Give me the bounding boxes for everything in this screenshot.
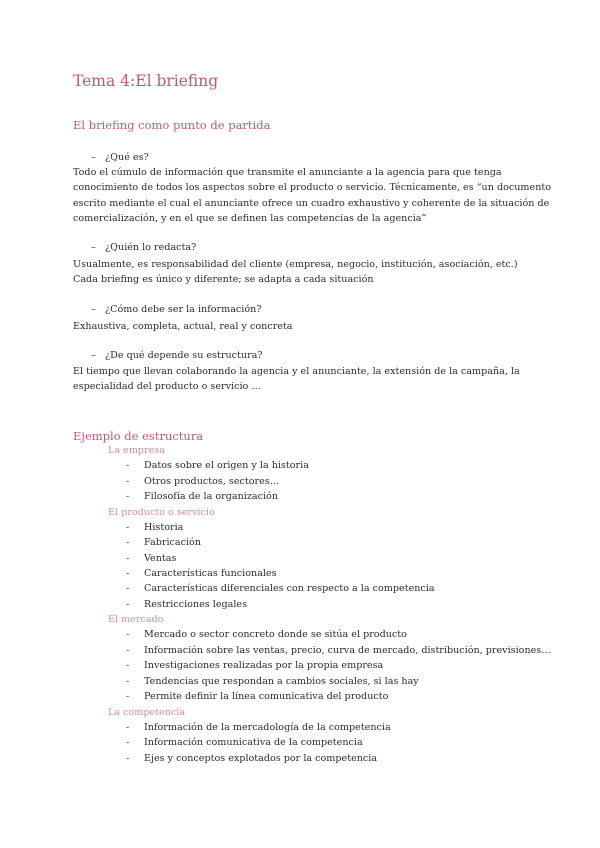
answer-paragraph: [73, 319, 293, 334]
list-item: - Ejes y conceptos explotados por la competencia: [126, 753, 378, 764]
answer-line: especialidad del producto o servicio …: [73, 381, 261, 393]
page-title: Tema 4:El briefing: [73, 72, 219, 90]
list-item: - Datos sobre el origen y la historia: [126, 460, 309, 471]
question-text: ¿Qué es?: [105, 152, 149, 163]
answer-line: Cada briefing es único y diferente; se adapta a cada situación: [73, 274, 374, 286]
answer-line: El tiempo que llevan colaborando la agencia y el anunciante, la extensión de la campaña, la: [73, 366, 520, 377]
question-item: – ¿Quién lo redacta?: [91, 242, 197, 253]
list-item: - Historia: [126, 522, 184, 533]
answer-line: escrito mediante el cual el anunciante ofrece un cuadro exhaustivo y coherente de la situación de: [73, 197, 550, 209]
list-item: - Características diferenciales con respecto a la competencia: [126, 583, 435, 594]
question-item: – ¿Qué es?: [91, 152, 149, 163]
answer-line: Exhaustiva, completa, actual, real y concreta: [73, 321, 293, 332]
section-heading-estructura: Ejemplo de estructura: [73, 429, 204, 443]
answer-line: Usualmente, es responsabilidad del cliente (empresa, negocio, institución, asociación, etc.): [73, 259, 518, 270]
list-item: - Información sobre las ventas, precio, curva de mercado, distribución, previsiones…: [126, 645, 551, 656]
list-item: - Permite definir la línea comunicativa del producto: [126, 691, 389, 702]
answer-paragraph: [73, 165, 551, 226]
list-item: - Fabricación: [126, 537, 202, 548]
answer-paragraph: [73, 364, 520, 395]
list-item: - Investigaciones realizadas por la propia empresa: [126, 660, 384, 671]
answer-line: Todo el cúmulo de información que transmite el anunciante a la agencia para que tenga: [73, 167, 502, 178]
list-item: - Filosofía de la organización: [126, 491, 279, 502]
list-item: - Ventas: [126, 553, 177, 564]
group-label: El producto o servicio: [108, 507, 215, 518]
question-item: – ¿De qué depende su estructura?: [91, 350, 263, 361]
question-text: ¿Quién lo redacta?: [105, 242, 197, 253]
section-heading-briefing: El briefing como punto de partida: [73, 118, 271, 132]
list-item: - Información comunicativa de la competencia: [126, 737, 363, 748]
answer-paragraph: [73, 257, 518, 288]
list-item: - Mercado o sector concreto donde se sitúa el producto: [126, 629, 407, 640]
question-item: – ¿Cómo debe ser la información?: [91, 304, 262, 315]
list-item: - Características funcionales: [126, 568, 277, 579]
group-label: La competencia: [108, 707, 186, 718]
question-text: ¿De qué depende su estructura?: [105, 350, 263, 361]
group-label: La empresa: [108, 445, 165, 456]
answer-line: conocimiento de todos los aspectos sobre el producto o servicio. Técnicamente, es “un documento: [73, 182, 552, 194]
list-item: - Tendencias que respondan a cambios sociales, si las hay: [126, 676, 419, 687]
list-item: - Restricciones legales: [126, 599, 248, 610]
group-label: El mercado: [108, 614, 164, 625]
list-item: - Otros productos, sectores…: [126, 476, 280, 487]
question-text: ¿Cómo debe ser la información?: [105, 304, 262, 315]
answer-line: comercialización, y en el que se definen las competencias de la agencia”: [73, 212, 427, 224]
list-item: - Información de la mercadología de la competencia: [126, 722, 391, 733]
